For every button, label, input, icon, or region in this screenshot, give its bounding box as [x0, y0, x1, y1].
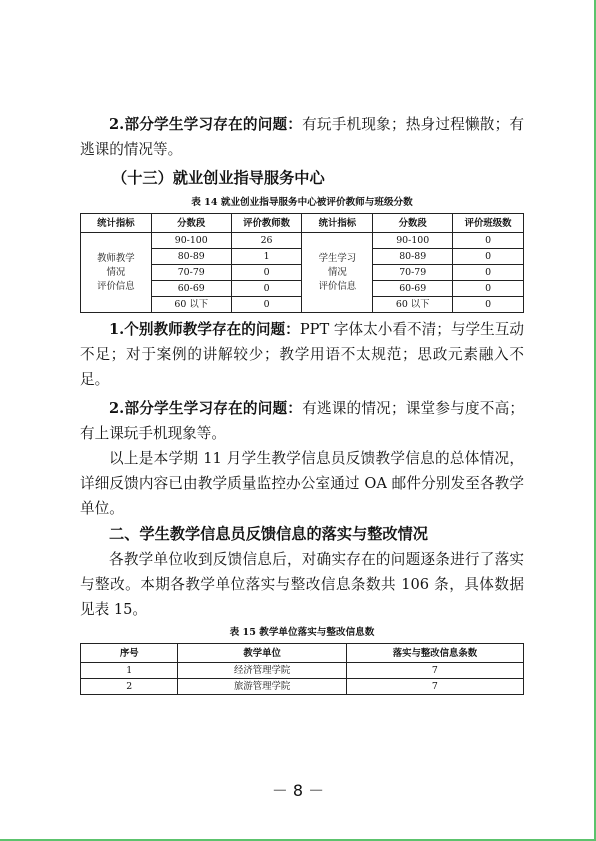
document-page [80, 112, 524, 695]
header-cell: 统计指标 [302, 214, 373, 233]
index-cell: 2 [81, 679, 178, 695]
table-15 [80, 643, 524, 695]
score-range-cell: 90-100 [151, 233, 231, 249]
header-cell: 分数段 [373, 214, 453, 233]
group-label-line: 情况 [106, 266, 126, 278]
score-range-cell: 70-79 [151, 265, 231, 281]
paragraph-rectification: 各教学单位收到反馈信息后，对确实存在的问题逐条进行了落实与整改。本期各教学单位落实与整改信息条数共 106 条，具体数据见表 15。 [80, 551, 524, 618]
paragraph-label: 2.部分学生学习存在的问题： [109, 116, 303, 133]
group-label-line: 情况 [328, 266, 347, 278]
score-range-cell: 60 以下 [373, 297, 453, 313]
teacher-count-cell: 26 [231, 233, 302, 249]
group-label-line: 学生学习 [318, 252, 357, 264]
header-cell: 评价教师数 [231, 214, 302, 233]
header-cell: 落实与整改信息条数 [346, 644, 523, 663]
group-label-line: 评价信息 [97, 280, 135, 292]
table-row [81, 679, 524, 695]
paragraph-summary: 以上是本学期 11 月学生教学信息员反馈教学信息的总体情况，详细反馈内容已由教学质量监控办公室通过 OA 邮件分别发至各教学单位。 [80, 450, 524, 517]
teacher-count-cell: 0 [231, 297, 302, 313]
header-cell: 教学单位 [178, 644, 346, 663]
paragraph-teacher-issues [80, 317, 524, 392]
table-14-caption: 表 14 就业创业指导服务中心被评价教师与班级分数 [191, 197, 413, 208]
paragraph-student-issues-2 [80, 396, 524, 446]
teacher-count-cell: 0 [231, 281, 302, 297]
header-cell: 分数段 [151, 214, 231, 233]
score-range-cell: 70-79 [373, 265, 453, 281]
unit-cell: 旅游管理学院 [178, 679, 346, 695]
score-range-cell: 80-89 [373, 249, 453, 265]
section-13-title: （十三）就业创业指导服务中心 [112, 169, 325, 187]
score-range-cell: 60 以下 [151, 297, 231, 313]
teacher-count-cell: 0 [231, 265, 302, 281]
paragraph-text: 有玩手机现象；热身过程懒散；有逃课的情况等。 [80, 116, 524, 158]
paragraph-student-issues-1 [80, 112, 524, 162]
class-count-cell: 0 [453, 297, 524, 313]
header-cell: 序号 [81, 644, 178, 663]
score-range-cell: 60-69 [373, 281, 453, 297]
header-cell: 统计指标 [81, 214, 152, 233]
teacher-count-cell: 1 [231, 249, 302, 265]
table-15-caption: 表 15 教学单位落实与整改信息数 [229, 627, 375, 638]
table-header-row [81, 214, 524, 233]
unit-cell: 经济管理学院 [178, 663, 346, 679]
score-range-cell: 90-100 [373, 233, 453, 249]
group-label-line: 评价信息 [318, 280, 357, 292]
section-2-title: 二、学生教学信息员反馈信息的落实与整改情况 [109, 525, 428, 543]
class-count-cell: 0 [453, 265, 524, 281]
header-cell: 评价班级数 [453, 214, 524, 233]
paragraph-text: PPT 字体太小看不清；与学生互动不足；对于案例的讲解较少；教学用语不太规范；思政元素融入不足。 [80, 321, 524, 388]
student-group-label [302, 233, 373, 313]
class-count-cell: 0 [453, 281, 524, 297]
table-14 [80, 213, 524, 313]
group-label-line: 教师教学 [97, 252, 135, 264]
paragraph-label: 1.个别教师教学存在的问题： [109, 321, 300, 338]
score-range-cell: 60-69 [151, 281, 231, 297]
score-range-cell: 80-89 [151, 249, 231, 265]
paragraph-text: 有逃课的情况；课堂参与度不高；有上课玩手机现象等。 [80, 400, 524, 442]
paragraph-label: 2.部分学生学习存在的问题： [109, 400, 303, 417]
count-cell: 7 [346, 663, 523, 679]
class-count-cell: 0 [453, 249, 524, 265]
table-row [81, 233, 524, 249]
table-row [81, 663, 524, 679]
count-cell: 7 [346, 679, 523, 695]
page-number: － 8 － [271, 781, 325, 800]
index-cell: 1 [81, 663, 178, 679]
table-header-row [81, 644, 524, 663]
teacher-group-label [81, 233, 152, 313]
class-count-cell: 0 [453, 233, 524, 249]
